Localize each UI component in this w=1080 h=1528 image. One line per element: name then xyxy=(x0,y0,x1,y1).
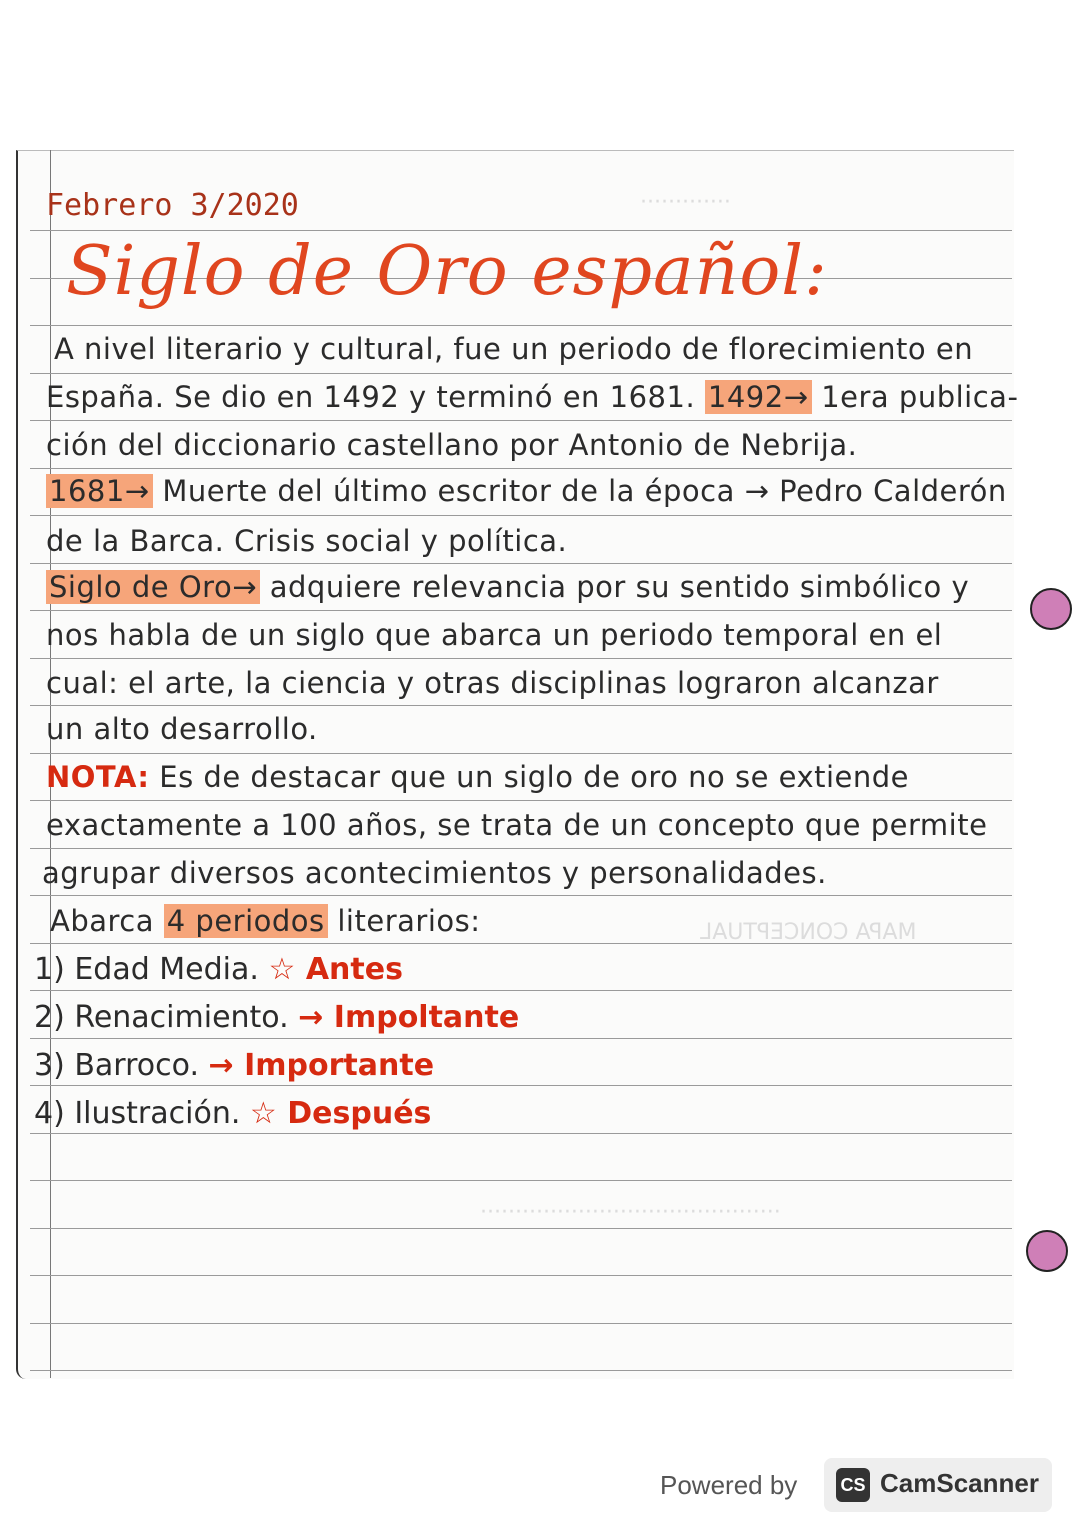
ruled-line xyxy=(30,753,1012,754)
ruled-line xyxy=(30,848,1012,849)
ruled-line xyxy=(30,1275,1012,1276)
paragraph-line xyxy=(46,570,969,604)
powered-by-text: Powered by xyxy=(660,1470,798,1500)
note-title: Siglo de Oro español: xyxy=(66,232,828,311)
paragraph-line: de la Barca. Crisis social y política. xyxy=(46,524,568,558)
paragraph-line: A nivel literario y cultural, fue un periodo de florecimiento en xyxy=(54,332,974,366)
period-note: ☆ Antes xyxy=(268,952,403,987)
ruled-line xyxy=(30,420,1012,421)
ruled-line xyxy=(30,800,1012,801)
camscanner-logo-icon: CS xyxy=(836,1468,870,1502)
periods-intro xyxy=(50,904,481,938)
highlight-4-periodos: 4 periodos xyxy=(164,904,328,938)
highlight-1492: 1492→ xyxy=(705,380,812,414)
ruled-line xyxy=(30,515,1012,516)
note-date: Febrero 3/2020 xyxy=(46,188,299,223)
camscanner-brand-name: CamScanner xyxy=(880,1468,1039,1498)
ruled-line xyxy=(30,468,1012,469)
ruled-line xyxy=(30,1323,1012,1324)
paragraph-text: 1era publica- xyxy=(821,380,1019,414)
ruled-line xyxy=(30,610,1012,611)
period-label: 4) Ilustración. xyxy=(34,1096,241,1131)
nota-label: NOTA: xyxy=(46,760,150,794)
period-label: 3) Barroco. xyxy=(34,1048,199,1083)
highlight-1681: 1681→ xyxy=(46,474,153,508)
ruled-line xyxy=(30,1038,1012,1039)
paragraph-text: adquiere relevancia por su sentido simbólico y xyxy=(269,570,970,604)
ruled-line xyxy=(30,230,1012,231)
bleed-through-text: MAPA CONCEPTUAL xyxy=(700,920,917,945)
period-note: → Importante xyxy=(208,1048,435,1083)
paragraph-line: nos habla de un siglo que abarca un periodo temporal en el xyxy=(46,618,943,652)
period-item xyxy=(34,1048,434,1083)
nota-text: Es de destacar que un siglo de oro no se extiende xyxy=(159,760,910,794)
camscanner-badge xyxy=(824,1458,1052,1512)
ruled-line xyxy=(30,895,1012,896)
ruled-line xyxy=(30,325,1012,326)
ruled-line xyxy=(30,563,1012,564)
paragraph-line: ción del diccionario castellano por Antonio de Nebrija. xyxy=(46,428,858,462)
paragraph-line: cual: el arte, la ciencia y otras disciplinas lograron alcanzar xyxy=(46,666,939,700)
bleed-through-text: ············· xyxy=(640,190,731,215)
ruled-line xyxy=(30,1180,1012,1181)
paragraph-line xyxy=(46,474,1007,508)
scanner-footer xyxy=(0,1456,1080,1516)
period-item xyxy=(34,1000,519,1035)
period-item xyxy=(34,952,403,987)
ruled-line xyxy=(30,705,1012,706)
paragraph-line xyxy=(46,380,1018,414)
nota-line: exactamente a 100 años, se trata de un concepto que permite xyxy=(46,808,988,842)
bleed-through-text: ··········································· xyxy=(480,1200,781,1225)
paragraph-line: un alto desarrollo. xyxy=(46,712,318,746)
ruled-line xyxy=(30,373,1012,374)
ruled-line xyxy=(30,1085,1012,1086)
nota-line: agrupar diversos acontecimientos y personalidades. xyxy=(42,856,827,890)
ruled-line xyxy=(30,1133,1012,1134)
ruled-line xyxy=(30,1228,1012,1229)
period-item xyxy=(34,1096,431,1131)
binder-hole-bottom xyxy=(1026,1230,1068,1272)
periods-intro-text: literarios: xyxy=(337,904,481,938)
binder-hole-top xyxy=(1030,588,1072,630)
period-note: → Impoltante xyxy=(298,1000,520,1035)
period-label: 2) Renacimiento. xyxy=(34,1000,289,1035)
ruled-line xyxy=(30,658,1012,659)
paragraph-text: Muerte del último escritor de la época → Pedro Calderón xyxy=(162,474,1007,508)
paragraph-text: España. Se dio en 1492 y terminó en 1681. xyxy=(46,380,696,414)
nota-line xyxy=(46,760,909,794)
ruled-line xyxy=(30,990,1012,991)
periods-intro-text: Abarca xyxy=(50,904,155,938)
period-label: 1) Edad Media. xyxy=(34,952,259,987)
period-note: ☆ Después xyxy=(249,1096,432,1131)
highlight-siglo-de-oro: Siglo de Oro→ xyxy=(46,570,260,604)
ruled-line xyxy=(30,1370,1012,1371)
